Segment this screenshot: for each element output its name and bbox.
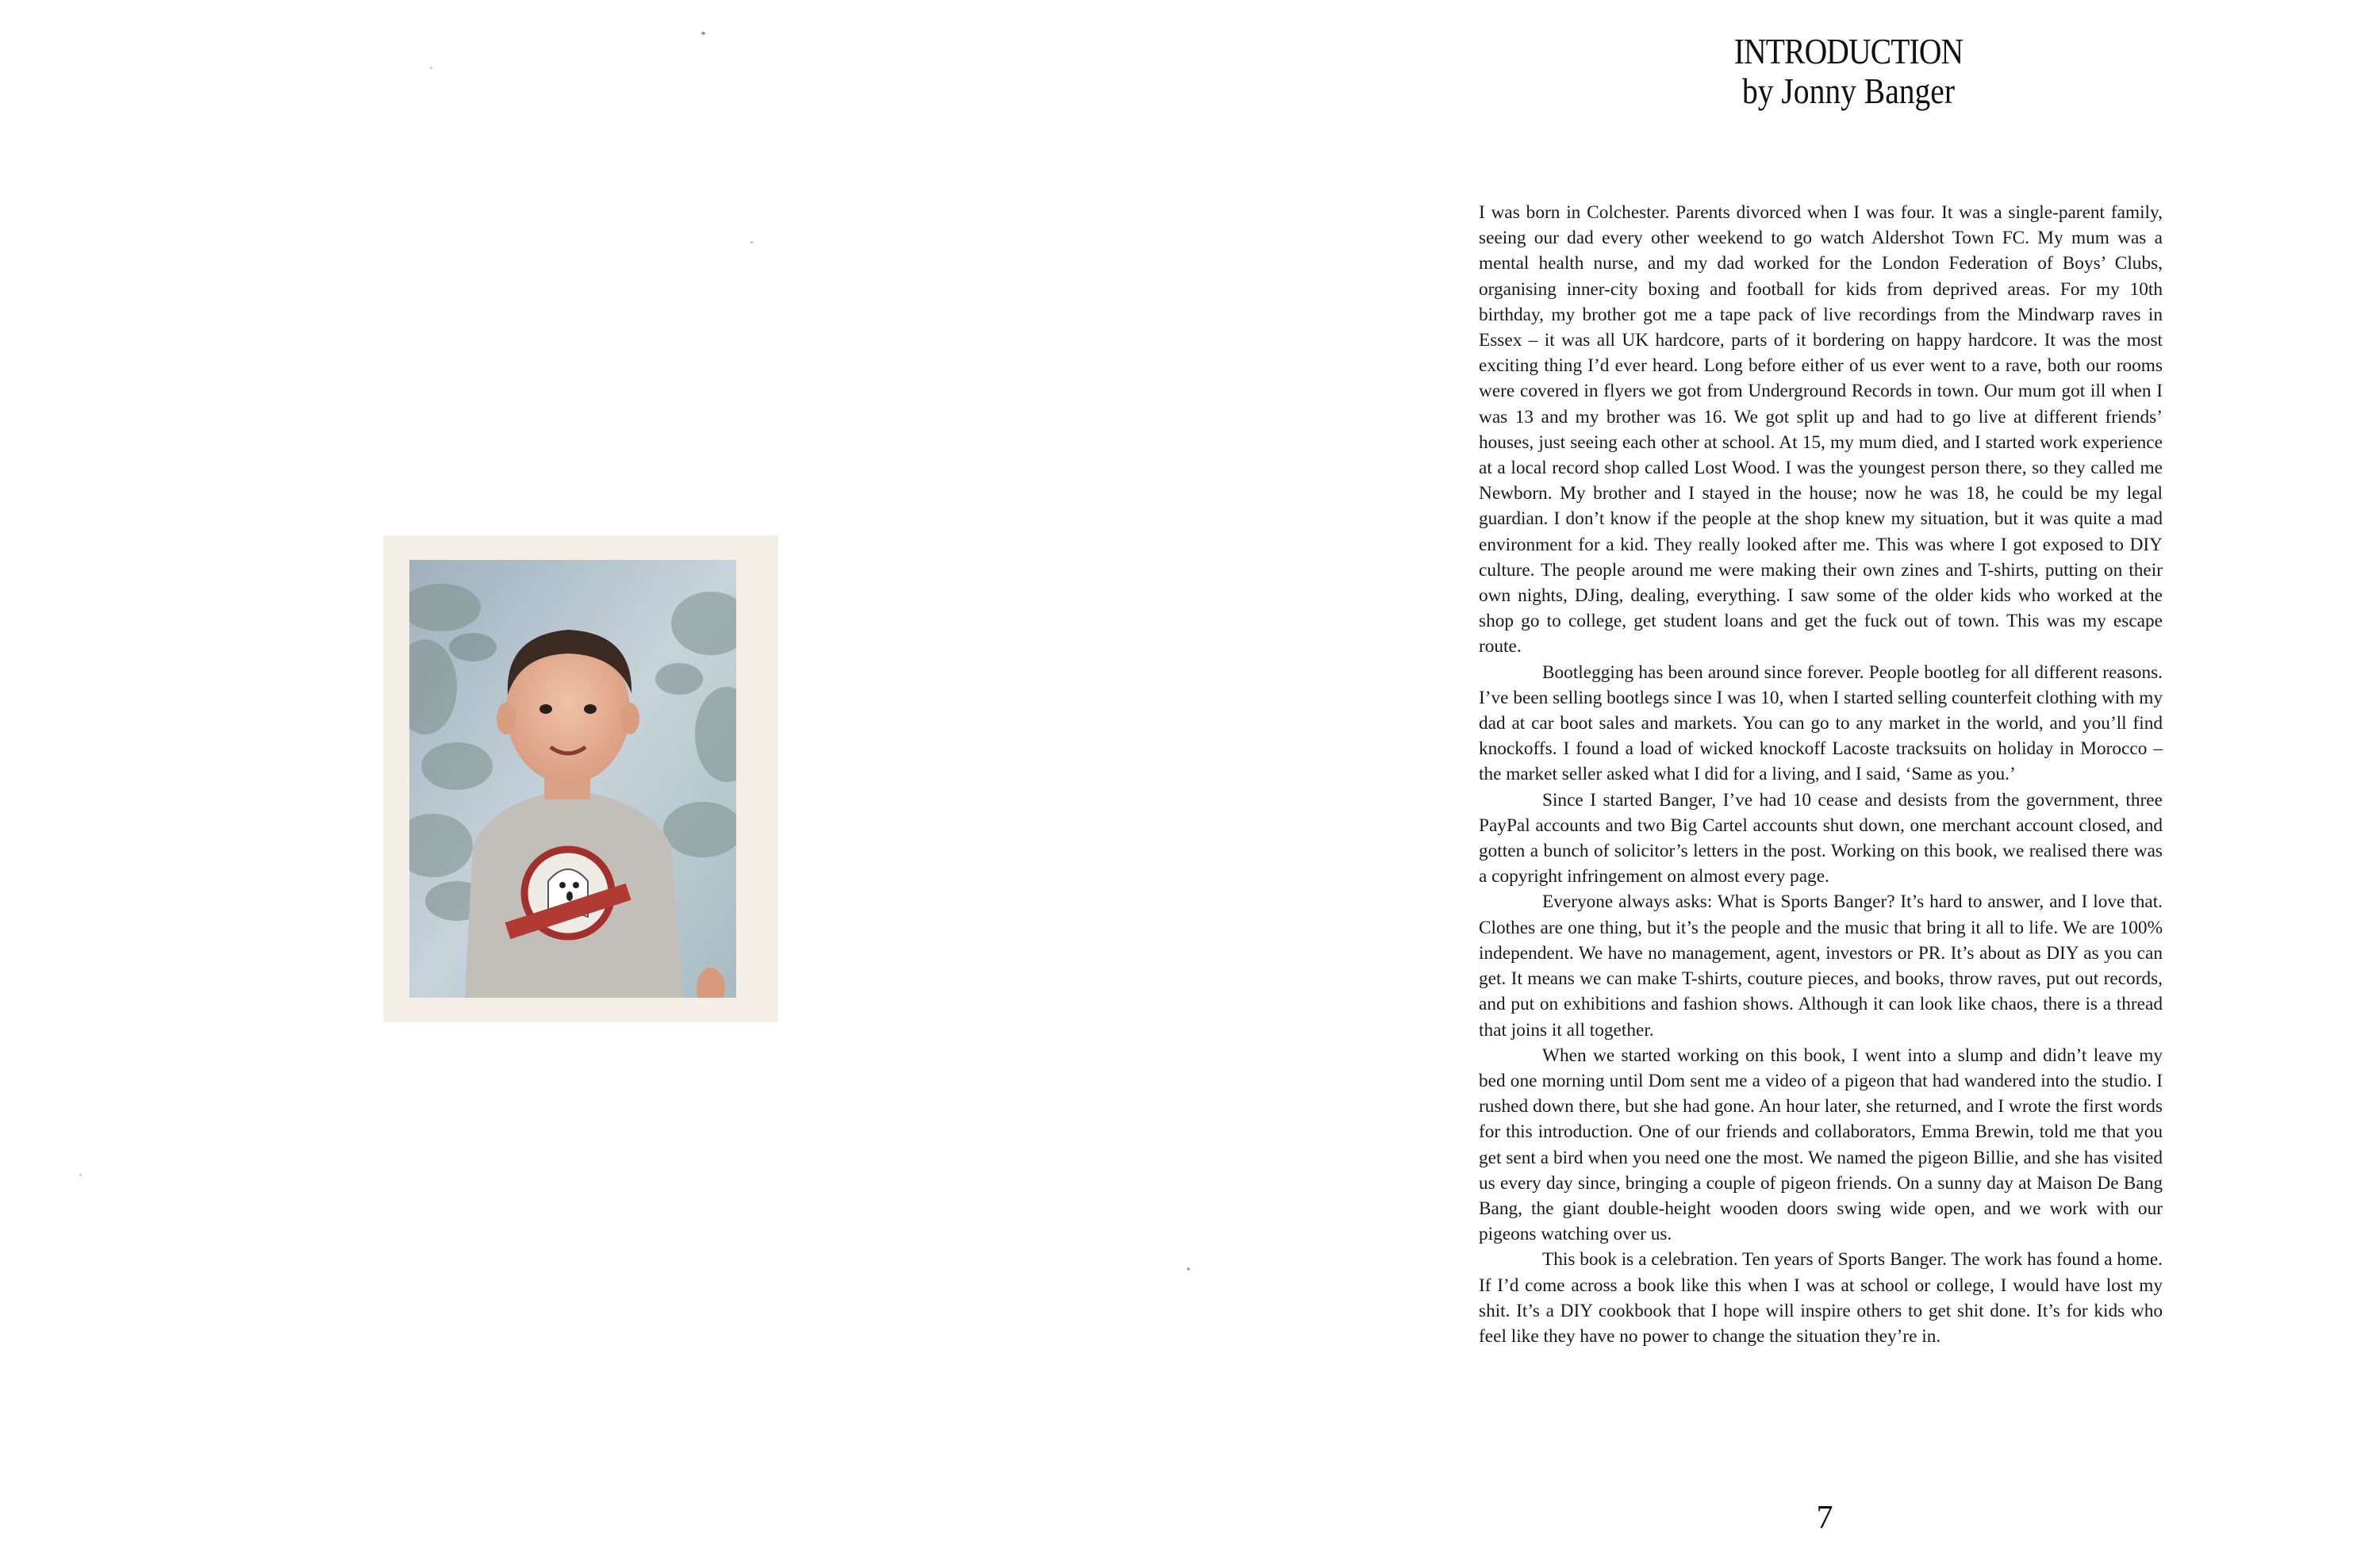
paragraph: I was born in Colchester. Parents divorced when I was four. It was a single-parent family, seeing our dad every other weekend to go watch Aldershot Town FC. My mum was a mental health nurse, and my dad worked for the London Federation of Boys’ Clubs, organising inner-city boxing and football for kids from deprived areas. For my 10th birthday, my brother got me a tape pack of live recordings from the Mindwarp raves in Essex – it was all UK hardcore, parts of it bordering on happy hardcore. It was the most exciting thing I’d ever heard. Long before either of us ever went to a rave, both our rooms were covered in flyers we got from Underground Records in town. Our mum got ill when I was 13 and my brother was 16. We got split up and had to go live at different friends’ houses, just seeing each other at school. At 15, my mum died, and I started work experience at a local record shop called Lost Wood. I was the youngest person there, so they called me Newborn. My brother and I stayed in the house; now he was 18, he could be my legal guardian. I don’t know if the people at the shop knew my situation, but it was quite a mad environment for a kid. They really looked after me. This was where I got exposed to DIY culture. The people around me were making their own zines and T-shirts, putting on their own nights, DJing, dealing, everything. I saw some of the older kids who worked at the shop go to college, get student loans and get the fuck out of town. This was my escape route. [1479, 202, 2163, 657]
chapter-header [1626, 32, 2071, 111]
paragraph: This book is a celebration. Ten years of Sports Banger. The work has found a home. If I’d come across a book like this when I was at school or college, I would have lost my shit. It’s a DIY cookbook that I hope will inspire others to get shit done. It’s for kids who feel like they have no power to change the situation they’re in. [1479, 1249, 2163, 1347]
paragraph: Everyone always asks: What is Sports Banger? It’s hard to answer, and I love that. Clothes are one thing, but it’s the people and the music that bring it all to life. We are 100% independent. We have no management, agent, investors or PR. It’s about as DIY as you can get. It means we can make T-shirts, couture pieces, and books, throw raves, put out records, and put on exhibitions and fashion shows. Although it can look like chaos, there is a thread that joins it all together. [1479, 891, 2163, 1041]
photo-illustration [409, 560, 736, 998]
paper-speck [430, 67, 432, 69]
paragraph: Bootlegging has been around since forever. People bootleg for all different reasons. I’ve been selling bootlegs since I was 10, when I started selling counterfeit clothing with my dad at car boot sales and markets. You can go to any market in the world, and you’ll find knockoffs. I found a load of wicked knockoff Lacoste tracksuits on holiday in Morocco – the market seller asked what I did for a living, and I said, ‘Same as you.’ [1479, 661, 2163, 785]
childhood-photo-card [384, 536, 777, 1022]
paragraph: When we started working on this book, I went into a slump and didn’t leave my bed one morning until Dom sent me a video of a pigeon that had wandered into the studio. I rushed down there, but she had gone. An hour later, she returned, and I wrote the first words for this introduction. One of our friends and collaborators, Emma Brewin, told me that you get sent a bird when you need one the most. We named the pigeon Billie, and she has visited us every day since, bringing a couple of pigeon friends. On a sunny day at Maison De Bang Bang, the giant double-height wooden doors swing wide open, and we work with our pigeons watching over us. [1479, 1045, 2163, 1245]
chapter-byline: by Jonny Banger [1741, 71, 1956, 111]
chapter-title: INTRODUCTION [1733, 31, 1964, 71]
page-number: 7 [1816, 1500, 1833, 1536]
paper-speck [701, 32, 705, 35]
paper-speck [1187, 1267, 1190, 1271]
childhood-photo [409, 560, 736, 998]
introduction-body [1479, 200, 2163, 1349]
paper-speck [79, 1174, 82, 1176]
paragraph: Since I started Banger, I’ve had 10 cease and desists from the government, three PayPal accounts and two Big Cartel accounts shut down, one merchant account closed, and gotten a bunch of solicitor’s letters in the post. Working on this book, we realised there was a copyright infringement on almost every page. [1479, 789, 2163, 887]
paper-speck [750, 241, 753, 243]
